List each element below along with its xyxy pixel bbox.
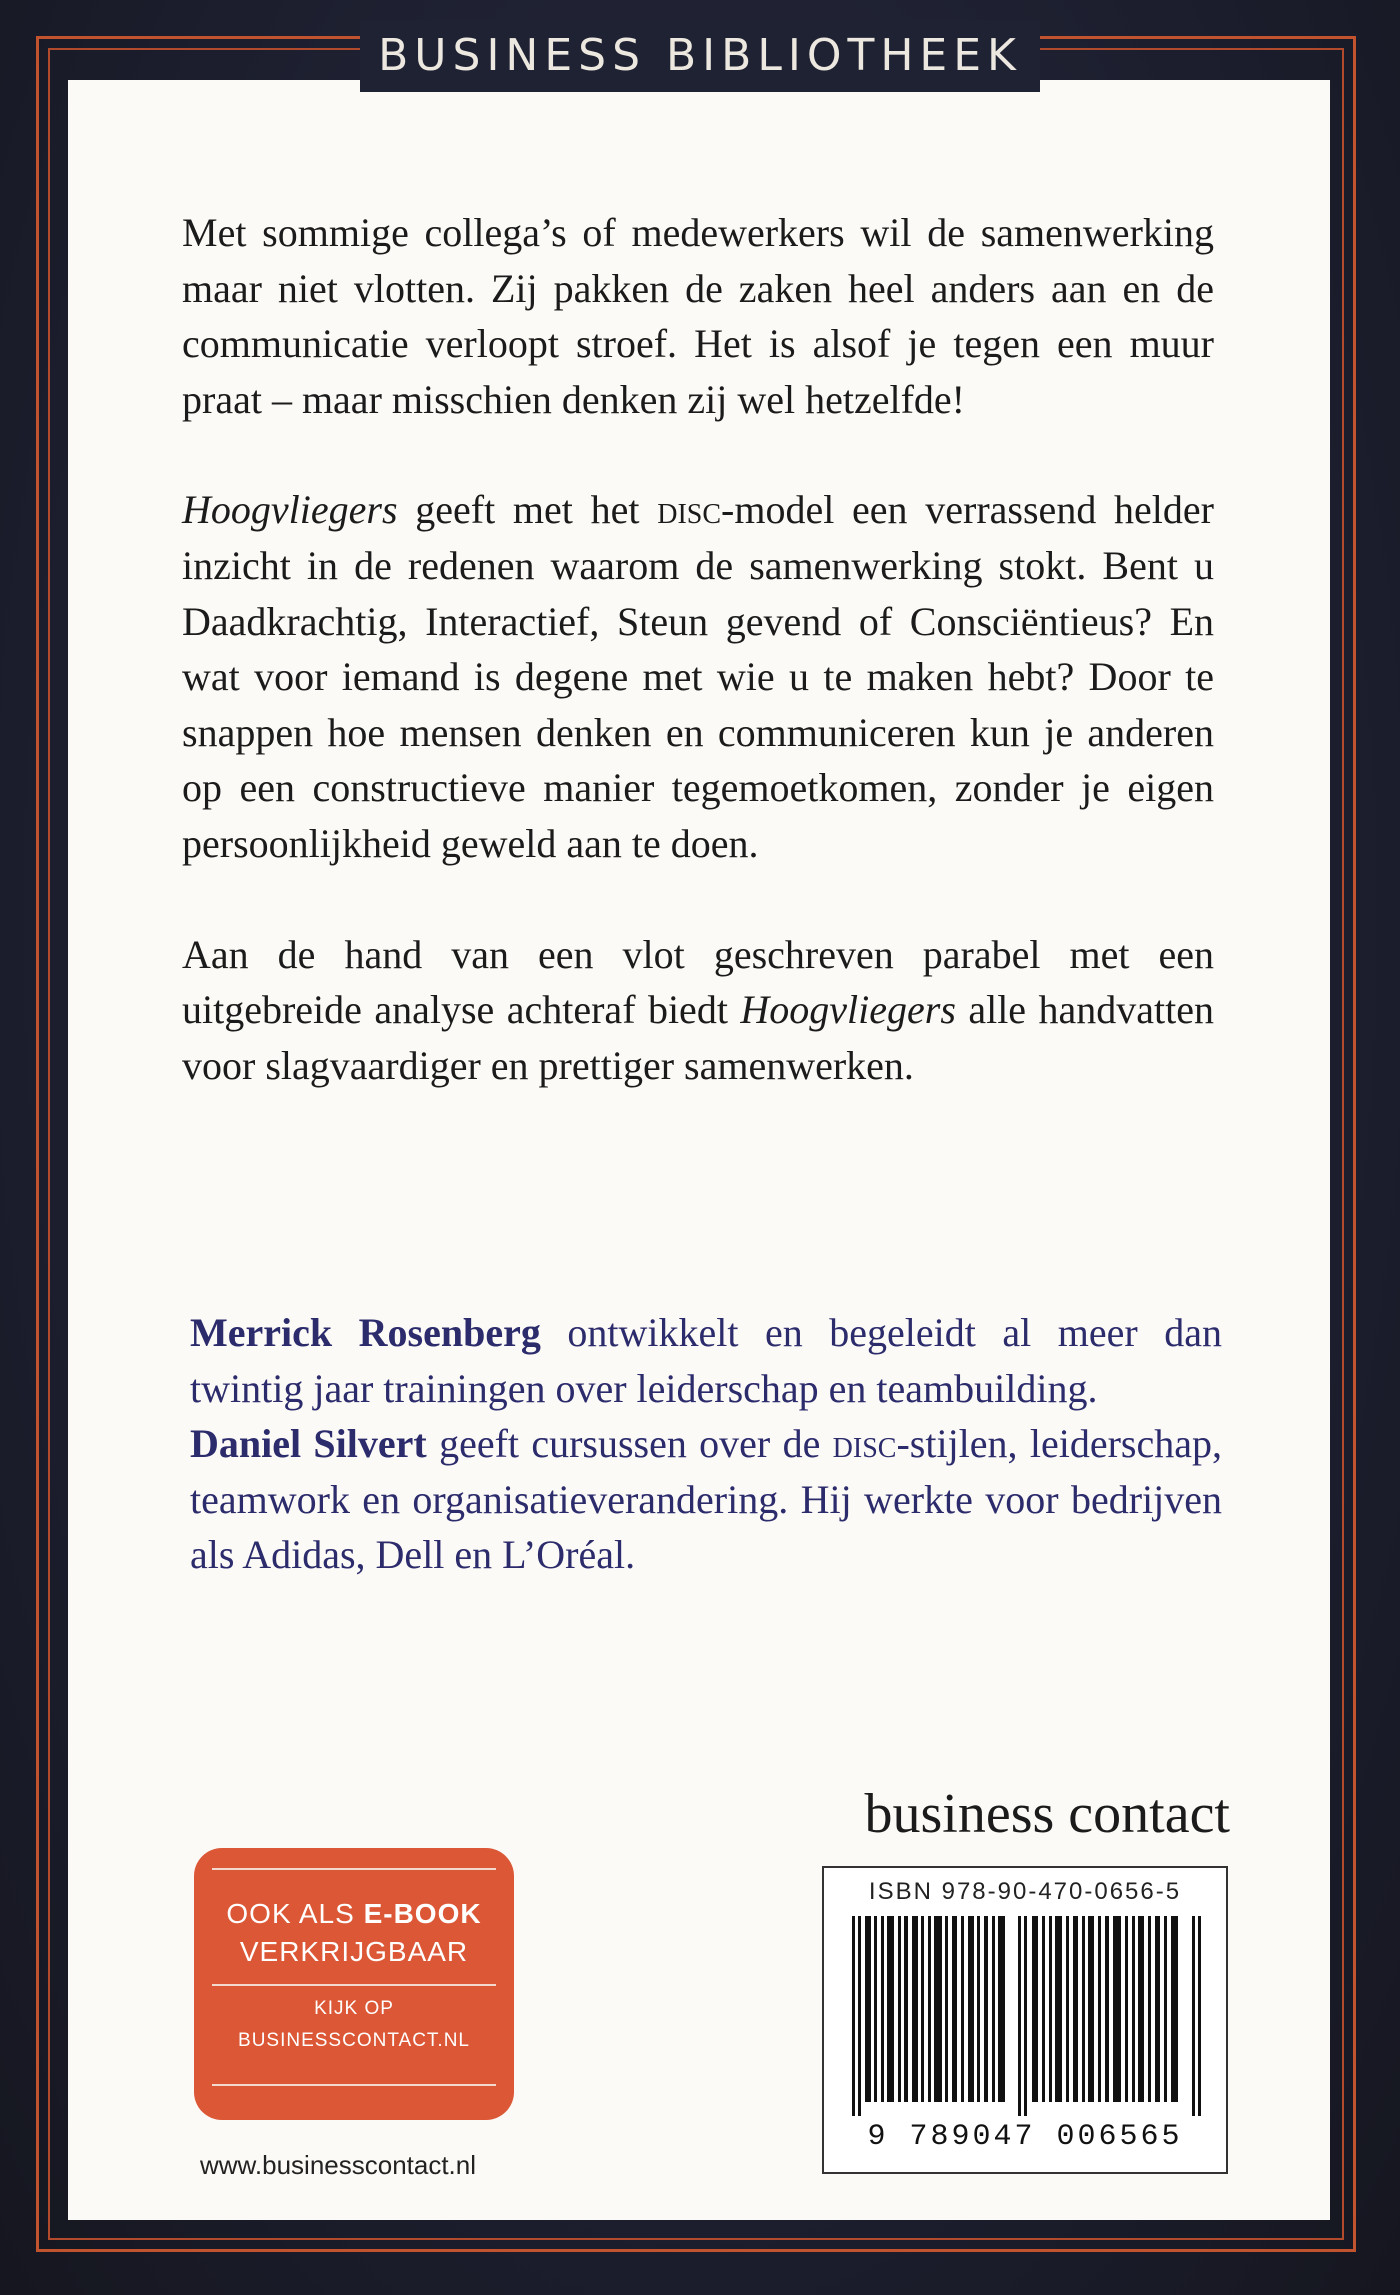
text-span: Aan de hand van een vlot geschreven parabel met een uitgebreide analyse achteraf biedt (182, 931, 1214, 1033)
ebook-badge (194, 1848, 514, 2120)
badge-rule-middle (212, 1984, 496, 1986)
author-name-1: Merrick Rosenberg (190, 1310, 541, 1355)
publisher-logo: business contact (864, 1783, 1230, 1845)
ebook-line-1 (194, 1898, 514, 1930)
ebook-line-4: BUSINESSCONTACT.NL (238, 2030, 470, 2051)
text-span: alle handvatten voor slagvaardiger en prettiger samenwerken. (182, 987, 1214, 1088)
blurb-paragraph-2 (182, 482, 1214, 871)
blurb-paragraph-3 (182, 927, 1214, 1094)
ebook-line-2: VERKRIJGBAAR (239, 1936, 469, 1967)
ebook-label: E-BOOK (363, 1898, 482, 1929)
author-bio-2: geeft cursussen over de (426, 1421, 833, 1467)
book-title: Hoogvliegers (740, 987, 956, 1033)
author-bios (190, 1305, 1222, 1583)
ean-number: 9 789047 006565 (867, 2120, 1183, 2154)
blurb-paragraph-1: Met sommige collega’s of medewerkers wil de samenwerking maar niet vlotten. Zij pakken de zaken heel anders aan en de communicatie verloopt stroef. Het is alsof je tegen een muur praat – maar misschien denken zij wel hetzelfde! (182, 210, 1214, 422)
isbn-number: ISBN 978-90-470-0656-5 (868, 1878, 1182, 1905)
author-bio-1: ontwikkelt en begeleidt al meer dan twintig jaar trainingen over leiderschap en teambuilding. (190, 1310, 1222, 1411)
text-span: OOK ALS (226, 1898, 364, 1929)
website-url: www.businesscontact.nl (200, 2150, 477, 2180)
barcode-bars (846, 1916, 1208, 2116)
blurb (182, 205, 1214, 1148)
text-span: geeft met het (397, 487, 658, 533)
disc-term: disc (657, 487, 722, 533)
text-span: -model een verrassend helder inzicht in de redenen waarom de samenwerking stokt. Bent u Daadkrachtig, Interactief, Steun gevend of Consciëntieus? En wat voor iemand is degene met wie u te maken hebt? Door te snappen hoe mensen denken en communiceren kun je anderen op een constructieve manier tegemoetkomen, zonder je eigen persoonlijkheid geweld aan te doen. (182, 487, 1214, 866)
book-title: Hoogvliegers (182, 487, 398, 533)
barcode (822, 1866, 1228, 2174)
author-bio-2-rest: -stijlen, leiderschap, teamwork en organisatieverandering. Hij werkte voor bedrijven als Adidas, Dell en L’Oréal. (190, 1421, 1222, 1578)
badge-rule-bottom (212, 2084, 496, 2086)
series-title: BUSINESS BIBLIOTHEEK (360, 20, 1040, 92)
ebook-line-3: KIJK OP (314, 1998, 394, 2019)
author-name-2: Daniel Silvert (190, 1421, 427, 1467)
badge-rule-top (212, 1868, 496, 1870)
disc-term: disc (832, 1421, 897, 1467)
